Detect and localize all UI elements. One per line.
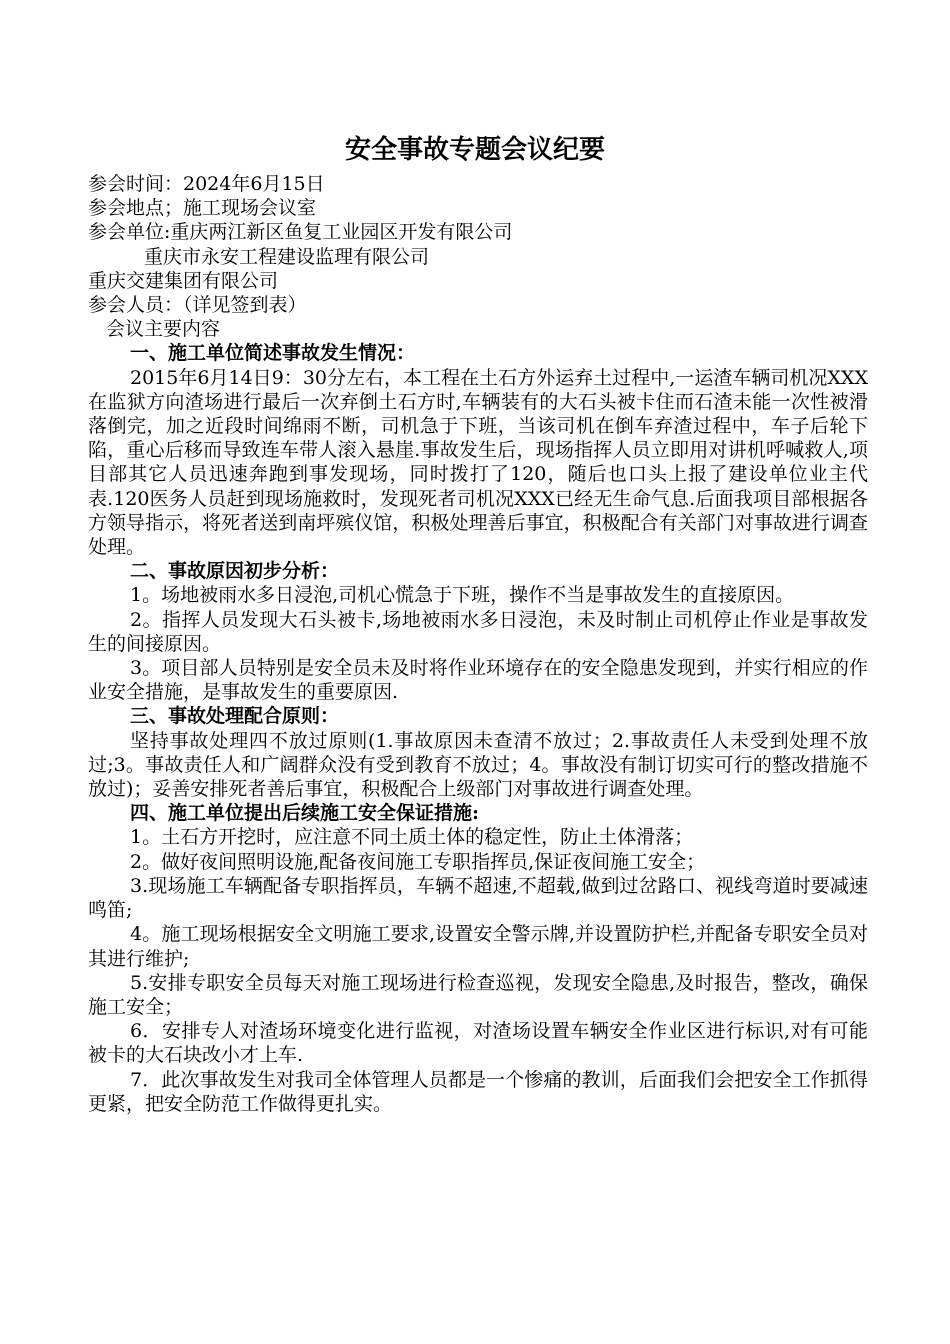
section-3-paragraph-1: 坚持事故处理四不放过原则(1.事故原因未查清不放过；2.事故责任人未受到处理不放过;3。事故责任人和广阔群众没有受到教育不放过；4。事故没有制订切实可行的整改措施不放过)；妥善安排死者善后事宜，积极配合上级部门对事故进行调查处理。 xyxy=(88,729,868,801)
section-2-paragraph-1: 1。场地被雨水多日浸泡,司机心慌急于下班，操作不当是事故发生的直接原因。 xyxy=(130,584,795,607)
section-1-paragraph-1: 2015年6月14日9：30分左右，本工程在土石方外运弃土过程中,一运渣车辆司机况XXX在监狱方向渣场进行最后一次弃倒土石方时,车辆装有的大石头被卡住而石渣未能一次性被滑落倒完，加之近段时间绵雨不断，司机急于下班，当该司机在倒车弃渣过程中，车子后轮下陷，重心后移而导致连车带人滚入悬崖.事故发生后，现场指挥人员立即用对讲机呼喊救人,项目部其它人员迅速奔跑到事发现场，同时拨打了120，随后也口头上报了建设单位业主代表.120医务人员赶到现场施救时，发现死者司机况XXX已经无生命气息.后面我项目部根据各方领导指示，将死者送到南坪殡仪馆，积极处理善后事宜，积极配合有关部门对事故进行调查处理。 xyxy=(88,366,868,559)
meeting-time: 参会时间：2024年6月15日 xyxy=(88,173,325,195)
section-4-paragraph-5: 5.安排专职安全员每天对施工现场进行检查巡视，发现安全隐患,及时报告，整改，确保施工安全； xyxy=(88,971,868,1018)
section-2-paragraph-2: 2。指挥人员发现大石头被卡,场地被雨水多日浸泡，未及时制止司机停止作业是事故发生的间接原因。 xyxy=(88,608,868,655)
section-2-paragraph-3: 3。项目部人员特别是安全员未及时将作业环境存在的安全隐患发现到，并实行相应的作业安全措施，是事故发生的重要原因. xyxy=(88,657,868,704)
meeting-location: 参会地点；施工现场会议室 xyxy=(88,197,317,220)
section-heading-1: 一、施工单位简述事故发生情况： xyxy=(130,342,416,365)
section-4-paragraph-2: 2。做好夜间照明设施,配备夜间施工专职指挥员,保证夜间施工安全； xyxy=(130,850,706,873)
section-4-paragraph-7: 7．此次事故发生对我司全体管理人员都是一个惨痛的教训，后面我们会把安全工作抓得更紧，把安全防范工作做得更扎实。 xyxy=(88,1068,868,1115)
meeting-attendees: 参会人员：（详见签到表） xyxy=(88,294,307,317)
document-title: 安全事故专题会议纪要 xyxy=(344,135,605,165)
section-4-paragraph-3: 3.现场施工车辆配备专职指挥员，车辆不超速,不超载,做到过岔路口、视线弯道时要减速鸣笛; xyxy=(88,874,868,922)
section-heading-4: 四、施工单位提出后续施工安全保证措施: xyxy=(130,802,480,825)
meeting-unit-3: 重庆交建集团有限公司 xyxy=(88,269,279,292)
section-4-paragraph-4: 4。施工现场根据安全文明施工要求,设置安全警示牌,并设置防护栏,并配备专职安全员对其进行维护; xyxy=(88,923,868,970)
meeting-units: 参会单位:重庆两江新区鱼复工业园区开发有限公司 xyxy=(88,221,513,244)
section-heading-2: 二、事故原因初步分析： xyxy=(130,560,340,583)
meeting-content-label: 会议主要内容 xyxy=(106,318,221,341)
section-4-paragraph-1: 1。土石方开挖时，应注意不同土质土体的稳定性，防止土体滑落； xyxy=(130,826,694,849)
section-4-paragraph-6: 6．安排专人对渣场环境变化进行监视，对渣场设置车辆安全作业区进行标识,对有可能被卡的大石块改小才上车. xyxy=(88,1020,868,1067)
meeting-unit-2: 重庆市永安工程建设监理有限公司 xyxy=(144,245,430,268)
section-heading-3: 三、事故处理配合原则： xyxy=(130,705,340,728)
document-body xyxy=(88,172,868,1116)
